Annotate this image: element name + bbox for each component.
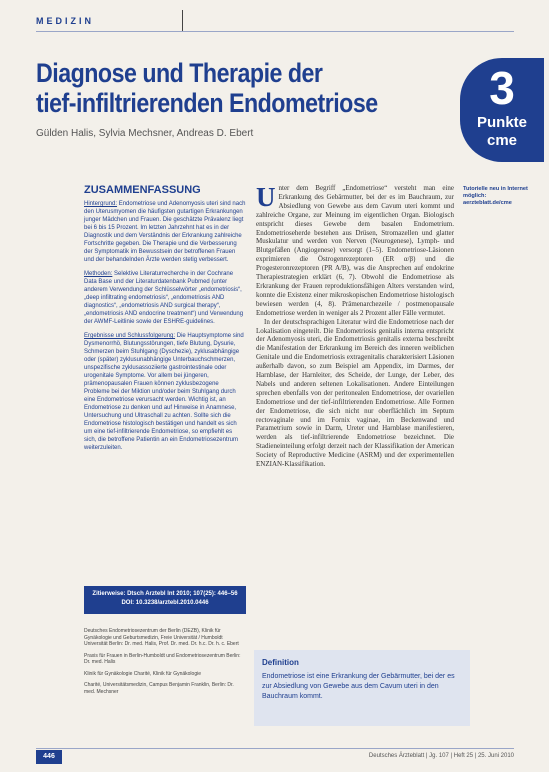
journal-reference: Deutsches Ärzteblatt | Jg. 107 | Heft 25 | 25. Juni 2010 (368, 753, 514, 759)
abstract-background (84, 200, 246, 264)
abstract-label: Methoden: (84, 271, 113, 277)
badge-word: Punkte (476, 114, 527, 131)
badge-unit: cme (486, 132, 518, 149)
abstract-text: Selektive Literaturrecherche in der Cochrane Data Base und der Literaturdatenbank Pubmed (unter anderem Verwendung der Schlüsselwörter „endometriosis“, „deep infiltrating endometriosis“, „endometriosis AND diagnostics“, „endometriosis AND surgical therapy“, „endometriosis AND endocrine treatment“) und Verwendung der AWMF-Leitlinie sowie der ESHRE-guidelines. (84, 271, 244, 325)
affiliation: Charité, Universitätsmedizin, Campus Benjamin Franklin, Berlin: Dr. med. Mechsner (84, 682, 234, 695)
badge-number: 3 (489, 62, 515, 114)
affiliation: Praxis für Frauen in Berlin-Humboldt und Endometriosezentrum Berlin: Dr. med. Halis (84, 652, 241, 665)
definition-title: Definition (262, 658, 299, 667)
margin-note: Tutorielle neu in Internet möglich: aerzteblatt.de/cme (463, 186, 528, 206)
abstract-label: Ergebnisse und Schlussfolgerung: (84, 333, 176, 339)
title-line-1: Diagnose und Therapie der (36, 58, 323, 88)
abstract-text: Endometriose und Adenomyosis uteri sind nach den Uterusmyomen die häufigsten gutartigen Erkrankungen junger Mädchen und Frauen. Die geschätzte Prävalenz liegt bei 6 bis 15 Prozent. Im letzten Jahrzehnt hat es in der Diagnostik und dem Verständnis der Erkrankung zahlreiche Fortschritte gegeben. Die Therapie und die Verbesserung der Symptomatik im Bewusstsein der betroffenen Frauen und der behandelnden Ärzte werden stetig verbessert. (84, 201, 246, 263)
abstract (84, 200, 246, 458)
affiliations (84, 628, 246, 700)
cme-points-badge (460, 58, 544, 162)
summary-heading: ZUSAMMENFASSUNG (84, 184, 201, 196)
definition-box (254, 650, 470, 726)
header-divider (182, 10, 183, 32)
drop-cap: U (256, 182, 276, 212)
abstract-methods (84, 270, 246, 326)
body-text (256, 184, 454, 469)
abstract-label: Hintergrund: (84, 201, 118, 207)
citation-box (84, 586, 246, 614)
citation-line-1: Zitierweise: Dtsch Arztebl Int 2010; 107(25): 446–56 (92, 591, 238, 597)
affiliation: Deutsches Endometriosezentrum der Berlin (DEZB), Klinik für Gynäkologie und Geburtsmedizin, Freie Universität / Humboldt Universität Berlin: Dr. med. Halis, Prof. Dr. med. Dr. h.c. Dr. h. c. Ebert (84, 628, 239, 647)
article-title (36, 58, 397, 118)
body-paragraph: nter dem Begriff „Endometriose“ versteht man eine Erkrankung des Gebärmutter, bei der es im Bauchraum, zur Absiedlung von Gewebe aus dem Cavum uteri kommt und zahlreiche Organe, zur Meinung im eigentlichen Organ. Biologisch entspricht dieses Gewebe dem basalen Endometrium. Endometrioseherde bestehen aus Drüsen, Stromazellen und glatter Muskulatur und werden von Nerven (Neurogenese), Lymph- und Blutgefäßen (Angiogenese) versorgt (1–5). Endometriose-Läsionen exprimieren die Östrogenrezeptoren (ER α/β) und die Progesteronrezeptoren (PR A/B), was die Ansprechen auf endokrine Therapiestrategien erklärt (6, 7). Obwohl die Endometriose als Erkrankung der Frauen reproduktionsfähigen Alters verstanden wird, konnte die Existenz einer mikroskopischen Endometriose histologisch bewiesen werden (4, 8). Prämenarchezeile / postmenopausale Endometriose werden in weniger als 2 Prozent aller Fälle vermutet. (256, 184, 454, 317)
definition-text: Endometriose ist eine Erkrankung der Gebärmutter, bei der es zur Absiedlung von Gewebe aus dem Cavum uteri in den Bauchraum kommt. (262, 673, 455, 700)
authors: Gülden Halis, Sylvia Mechsner, Andreas D. Ebert (36, 128, 254, 139)
page-number: 446 (36, 750, 62, 764)
title-line-2: tief-infiltrierenden Endometriose (36, 88, 378, 118)
citation-doi: DOI: 10.3238/arztebl.2010.0446 (121, 600, 209, 606)
affiliation: Klinik für Gynäkologie Charité, Klinik für Gynäkologie (84, 670, 201, 677)
section-label: MEDIZIN (36, 16, 94, 26)
body-paragraph: In der deutschsprachigen Literatur wird die Endometriose nach der Lokalisation eingeteilt. Die Endometriosis genitalis interna entspricht der Adenomyosis uteri, die Endometriosis genitalis externa beschreibt die Manifestation der Erkrankung im Bereich des inneren weiblichen Genitale und die Endometriosis extragenitalis charakterisiert Läsionen außerhalb davon, so zum Beispiel am Appendix, im Darmes, der Harnblase, der Harnleiter, des Scheide, der Lunge, der Leber, des Nabels und anderen seltenen Lokalisationen. Andere Einteilungen sprechen ebenfalls von der peritonealen Endometriose, der ovariellen Endometriose und der tief-infiltrierenden Endometriose. Alle Formen der Endometriose, die sich nicht nur oberflächlich im Septum rectovaginale und im Fornix vaginae, im Beckenwand und Parametrium sowie in Darm, Ureter und Harnblase manifestieren, werden als tief-infiltrierende Endometriose bezeichnet. Die Stadieneinteilung erfolgt derzeit nach der Klassifikation der American Society of Reproductive Medicine (ASRM) und der experimentellen ENZIAN-Klassifikation. (256, 317, 454, 469)
abstract-text: Die Hauptsymptome sind Dysmenorrhö, Blutungsstörungen, tiefe Blutung, Dysurie, Schmerzen beim Stuhlgang (Dyschezie), zyklusabhängige oder (später) zyklusunabhängige Unterbauchschmerzen, unspezifische zyklusassoziierte gastrointestinale oder urogenitale Symptome. Vor allem bei jüngeren, prämenopausalen Frauen können zyklusbezogene Probleme bei der Miktion und/oder beim Stuhlgang durch eine Endometriose verursacht werden. Wichtig ist, an Endometriose zu denken und auf Hinweise in Anamnese, Untersuchung und Ultraschall zu achten. Sollte sich die Endometriose histologisch bestätigen und handelt es sich um eine tief-infiltrierende Endometriose, so empfiehlt es sich, die betroffene Patientin an ein Endometriosezentrum weiterzuleiten. (84, 333, 244, 451)
top-rule (36, 31, 514, 32)
bottom-rule (36, 748, 514, 749)
abstract-results (84, 332, 246, 452)
